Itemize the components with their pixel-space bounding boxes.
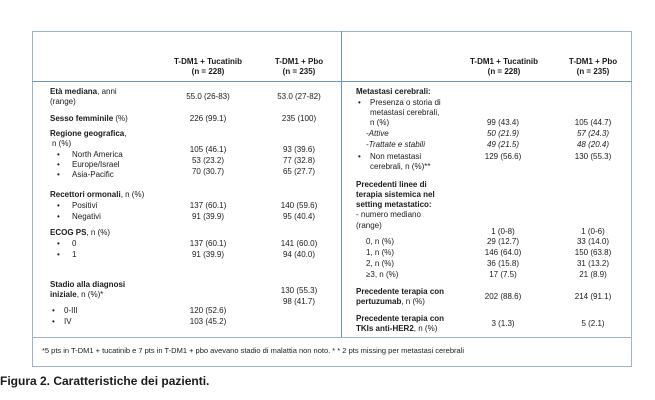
- row-stadio-item: IV: [64, 317, 72, 326]
- row-ecog-b: 141 (60.0): [280, 239, 318, 248]
- row-pertuzumab-b: 214 (91.1): [574, 292, 612, 301]
- row-regione-a: 105 (46.1): [189, 145, 227, 154]
- footnote-divider: [32, 337, 632, 338]
- bullet: •: [57, 160, 60, 169]
- bullet: •: [57, 201, 60, 210]
- row-pertuzumab-label2: pertuzumab, n (%): [356, 297, 425, 306]
- bullet: •: [57, 239, 60, 248]
- col-header-left-tucatinib: T-DM1 + Tucatinib (n = 228): [173, 57, 243, 76]
- row-pertuzumab-a: 202 (88.6): [484, 292, 522, 301]
- row-sesso-a: 226 (99.1): [189, 114, 227, 123]
- row-ecog-item: 1: [72, 250, 77, 259]
- row-linee-b: 31 (13.2): [576, 259, 610, 268]
- row-ecog-a: 91 (39.9): [191, 250, 225, 259]
- row-eta-b: 53.0 (27-82): [277, 92, 321, 101]
- row-ecog-b: 94 (40.0): [282, 250, 316, 259]
- row-ecog-item: 0: [72, 239, 77, 248]
- row-stadio-b: 130 (55.3): [280, 286, 318, 295]
- row-trattate-a: 49 (21.5): [486, 140, 520, 149]
- bullet: •: [358, 98, 361, 107]
- row-ecog-label: ECOG PS, n (%): [50, 228, 111, 237]
- row-eta-label: Età mediana, anni: [50, 87, 117, 96]
- row-recettori-item: Negativi: [72, 212, 101, 221]
- footnote: *5 pts in T-DM1 + tucatinib e 7 pts in T-DM1 + pbo avevano stadio di malattia non noto. * * 2 pts missing per metastasi cerebrali: [42, 346, 465, 355]
- row-tki-a: 3 (1.3): [491, 319, 515, 328]
- row-regione-n: n (%): [52, 139, 72, 148]
- row-attive-b: 57 (24.3): [576, 129, 610, 138]
- row-linee-label: setting metastatico:: [356, 200, 432, 209]
- row-ecog-a: 137 (60.1): [189, 239, 227, 248]
- row-linee-a: 146 (64.0): [484, 248, 522, 257]
- row-linee-a: 36 (15.8): [486, 259, 520, 268]
- row-tki-label: Precedente terapia con: [356, 314, 445, 323]
- row-linee-range-a: 1 (0-8): [491, 227, 515, 236]
- row-regione-item: North America: [72, 150, 123, 159]
- row-tki-b: 5 (2.1): [581, 319, 605, 328]
- row-recettori-item: Positivi: [72, 201, 98, 210]
- row-non-meta: Non metastasi: [370, 152, 422, 161]
- row-recettori-b: 95 (40.4): [282, 212, 316, 221]
- row-pertuzumab-label: Precedente terapia con: [356, 287, 445, 296]
- row-stadio-b: 98 (41.7): [282, 297, 316, 306]
- row-linee-range: (range): [356, 221, 382, 230]
- row-regione-a: 53 (23.2): [191, 156, 225, 165]
- col-header-left-pbo: T-DM1 + Pbo (n = 235): [274, 57, 324, 76]
- bullet: •: [57, 170, 60, 179]
- header-divider: [32, 81, 632, 82]
- row-stadio-label: Stadio alla diagnosi: [50, 280, 126, 289]
- row-regione-b: 65 (27.7): [282, 167, 316, 176]
- row-linee-b: 33 (14.0): [576, 237, 610, 246]
- row-tki-label2: TKIs anti-HER2, n (%): [356, 324, 438, 333]
- row-meta-item1: n (%): [370, 118, 390, 127]
- row-regione-b: 77 (32.8): [282, 156, 316, 165]
- row-trattate-b: 48 (20.4): [576, 140, 610, 149]
- row-linee-b: 150 (63.8): [574, 248, 612, 257]
- row-regione-item: Asia-Pacific: [72, 170, 114, 179]
- figure-caption: Figura 2. Caratteristiche dei pazienti.: [0, 374, 210, 388]
- row-linee-item: ≥3, n (%): [366, 270, 399, 279]
- row-linee-b: 21 (8.9): [579, 270, 607, 279]
- row-stadio-item: 0-III: [64, 306, 78, 315]
- row-linee-a: 17 (7.5): [489, 270, 517, 279]
- row-linee-range-b: 1 (0-6): [581, 227, 605, 236]
- row-regione-label: Regione geografica,: [50, 129, 127, 138]
- row-non-meta-a: 129 (56.6): [484, 152, 522, 161]
- row-linee-item: 1, n (%): [366, 248, 395, 257]
- row-linee-numero: - numero mediano: [356, 210, 421, 219]
- bullet: •: [52, 317, 55, 326]
- row-non-meta-b: 130 (55.3): [574, 152, 612, 161]
- row-attive-label: -Attive: [366, 129, 389, 138]
- row-regione-b: 93 (39.6): [282, 145, 316, 154]
- row-stadio-a: 103 (45.2): [189, 317, 227, 326]
- row-trattate-label: -Trattate e stabili: [366, 140, 425, 149]
- row-sesso-label: Sesso femminile (%): [50, 114, 128, 123]
- row-recettori-a: 91 (39.9): [191, 212, 225, 221]
- row-regione-item: Europe/Israel: [72, 160, 120, 169]
- row-recettori-label: Recettori ormonali, n (%): [50, 190, 145, 199]
- row-meta-item1-a: 99 (43.4): [486, 118, 520, 127]
- row-meta-item1: metastasi cerebrali,: [370, 108, 440, 117]
- row-linee-label: Precedenti linee di: [356, 180, 427, 189]
- bullet: •: [57, 150, 60, 159]
- row-stadio-label2: iniziale, n (%)*: [50, 290, 104, 299]
- bullet: •: [358, 152, 361, 161]
- column-divider: [341, 31, 342, 337]
- row-meta-item1: Presenza o storia di: [370, 98, 441, 107]
- row-sesso-b: 235 (100): [281, 114, 317, 123]
- row-eta-a: 55.0 (26-83): [186, 92, 230, 101]
- bullet: •: [52, 306, 55, 315]
- col-header-right-tucatinib: T-DM1 + Tucatinib (n = 228): [469, 57, 539, 76]
- bullet: •: [57, 212, 60, 221]
- row-meta-label: Metastasi cerebrali:: [356, 87, 431, 96]
- row-linee-item: 0, n (%): [366, 237, 395, 246]
- row-regione-a: 70 (30.7): [191, 167, 225, 176]
- col-header-right-pbo: T-DM1 + Pbo (n = 235): [568, 57, 618, 76]
- row-linee-item: 2, n (%): [366, 259, 395, 268]
- row-eta-range: (range): [50, 97, 76, 106]
- row-linee-a: 29 (12.7): [486, 237, 520, 246]
- row-stadio-a: 120 (52.6): [189, 306, 227, 315]
- row-attive-a: 50 (21.9): [486, 129, 520, 138]
- row-non-meta: cerebrali, n (%)**: [370, 162, 431, 171]
- row-recettori-a: 137 (60.1): [189, 201, 227, 210]
- bullet: •: [57, 250, 60, 259]
- row-linee-label: terapia sistemica nel: [356, 190, 435, 199]
- row-recettori-b: 140 (59.6): [280, 201, 318, 210]
- row-meta-item1-b: 105 (44.7): [574, 118, 612, 127]
